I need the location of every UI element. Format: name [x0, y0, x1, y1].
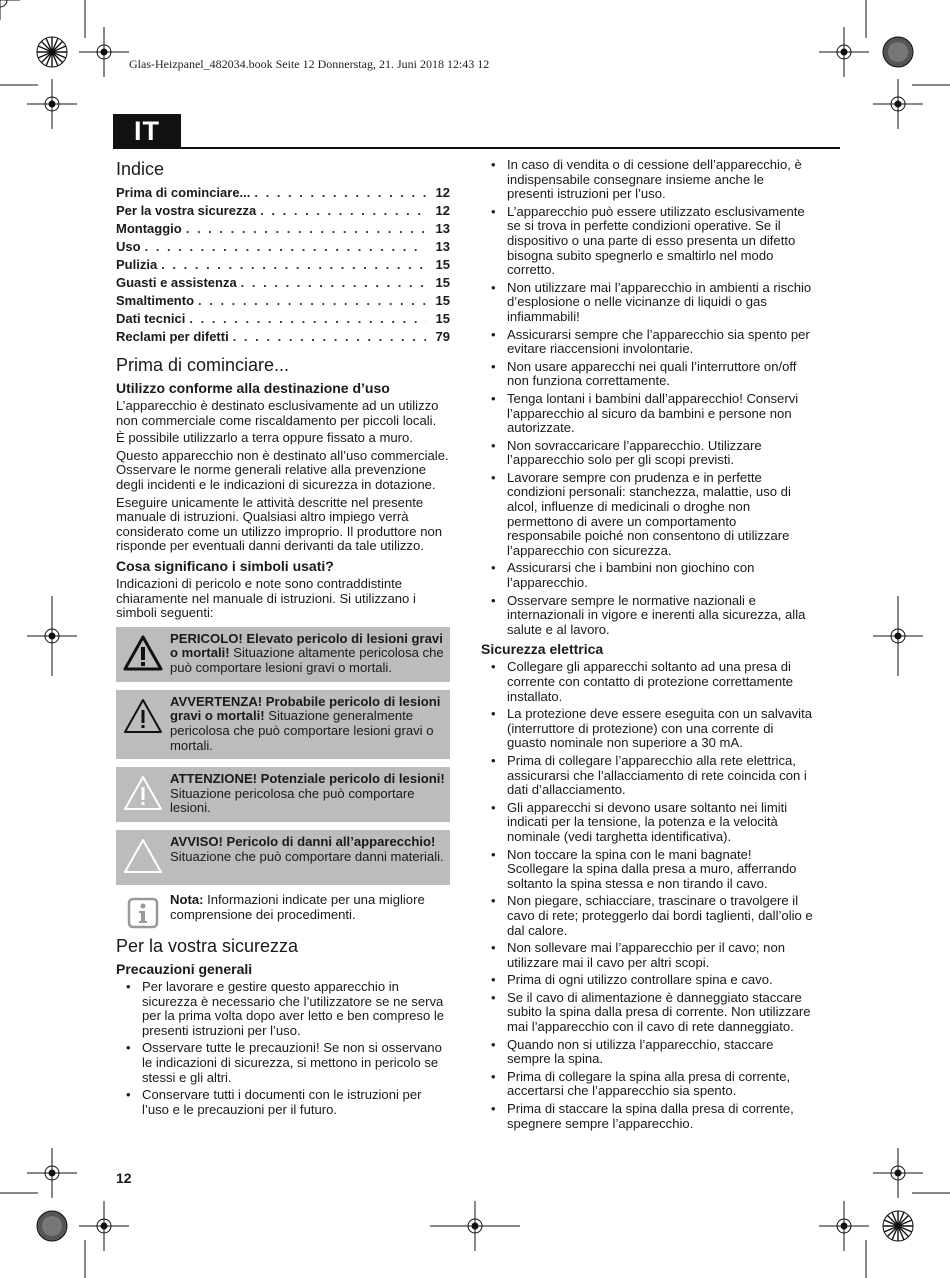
- language-tab: IT: [113, 114, 181, 149]
- note-box: Nota: Informazioni indicate per una migliore comprensione dei procedimenti.: [116, 893, 450, 929]
- list-item: • Conservare tutti i documenti con le istruzioni per l’uso e le precauzioni per il futuro.: [116, 1088, 450, 1117]
- general-precautions-list: [116, 980, 450, 1117]
- toc-row[interactable]: Reclami per difetti . . . 79: [116, 328, 450, 346]
- list-item: • Prima di collegare la spina alla presa di corrente, accertarsi che l’apparecchio sia spento.: [481, 1070, 814, 1099]
- list-item: • Non sovraccaricare l’apparecchio. Utilizzare l’apparecchio solo per gli scopi previsti.: [481, 439, 814, 468]
- paragraph: L’apparecchio è destinato esclusivamente ad un utilizzo non commerciale come riscaldamento per piccoli locali.: [116, 398, 439, 428]
- toc-row[interactable]: Per la vostra sicurezza . . . 12: [116, 202, 450, 220]
- list-item: • Non piegare, schiacciare, trascinare o travolgere il cavo di rete; proteggerlo dai bordi taglienti, dall’olio e dal calore.: [481, 894, 814, 938]
- list-item: • Assicurarsi sempre che l’apparecchio sia spento per evitare riaccensioni involontarie.: [481, 328, 814, 357]
- toc-row[interactable]: Montaggio . . . 13: [116, 220, 450, 238]
- intended-use-heading: Utilizzo conforme alla destinazione d’uso: [116, 380, 390, 396]
- list-item: • Prima di staccare la spina dalla presa di corrente, spegnere sempre l’apparecchio.: [481, 1102, 814, 1131]
- list-item: • In caso di vendita o di cessione dell’apparecchio, è indispensabile consegnare insieme anche le presenti istruzioni per l’uso.: [481, 158, 814, 202]
- safety-list-continued: [481, 158, 814, 637]
- section-title-safety: Per la vostra sicurezza: [116, 936, 299, 957]
- symbols-heading: Cosa significano i simboli usati?: [116, 557, 334, 574]
- paragraph: Questo apparecchio non è destinato all’uso commerciale. Osservare le norme generali relative alla prevenzione degli incidenti e le indicazioni di sicurezza in dotazione.: [116, 447, 449, 492]
- list-item: • Osservare sempre le normative nazionali e internazionali in vigore e inerenti alla sicurezza, alla salute e al lavoro.: [481, 594, 814, 638]
- toc-row[interactable]: Uso . . . 13: [116, 238, 450, 256]
- notice-triangle-icon: [123, 838, 163, 874]
- list-item: • Osservare tutte le precauzioni! Se non si osservano le indicazioni di sicurezza, si mettono in pericolo se stessi e gli altri.: [116, 1041, 450, 1085]
- list-item: • Prima di ogni utilizzo controllare spina e cavo.: [481, 973, 814, 988]
- toc-row[interactable]: Dati tecnici . . . 15: [116, 310, 450, 328]
- toc-row[interactable]: Smaltimento . . . 15: [116, 292, 450, 310]
- paragraph: È possibile utilizzarlo a terra oppure fissato a muro.: [116, 430, 413, 446]
- warning-triangle-icon: [123, 698, 163, 734]
- list-item: • Non sollevare mai l’apparecchio per il cavo; non utilizzare mai il cavo per altri scopi.: [481, 941, 814, 970]
- list-item: • Non toccare la spina con le mani bagnate! Scollegare la spina dalla presa a muro, afferrando soltanto la spina stessa e non tirando il cavo.: [481, 848, 814, 892]
- page-number: 12: [116, 1170, 132, 1186]
- table-of-contents: [116, 184, 450, 346]
- print-slug-line: Glas-Heizpanel_482034.book Seite 12 Donnerstag, 21. Juni 2018 12:43 12: [129, 57, 490, 71]
- paragraph: Eseguire unicamente le attività descritte nel presente manuale di istruzioni. Qualsiasi altro impiego verrà considerato come un utilizzo improprio. Il produttore non risponde per eventuali danni derivanti da tale utilizzo.: [116, 494, 443, 554]
- general-precautions-heading: Precauzioni generali: [116, 961, 253, 978]
- caution-box: ATTENZIONE! Potenziale pericolo di lesioni! Situazione pericolosa che può comportare lesioni.: [116, 767, 450, 822]
- list-item: • Non usare apparecchi nei quali l’interruttore on/off non funziona correttamente.: [481, 360, 814, 389]
- list-item: • Assicurarsi che i bambini non giochino con l’apparecchio.: [481, 561, 814, 590]
- toc-row[interactable]: Guasti e assistenza . . . 15: [116, 274, 450, 292]
- toc-row[interactable]: Pulizia . . . 15: [116, 256, 450, 274]
- warning-box: AVVERTENZA! Probabile pericolo di lesioni gravi o mortali! Situazione generalmente pericolosa che può comportare lesioni gravi o mortali.: [116, 690, 450, 759]
- list-item: • Per lavorare e gestire questo apparecchio in sicurezza è necessario che l’utilizzatore se ne serva per la prima volta dopo aver letto e ben compreso le presenti istruzioni per l’uso.: [116, 980, 450, 1038]
- list-item: • Prima di collegare l’apparecchio alla rete elettrica, assicurarsi che l’allacciamento di rete coincida con i dati d’allacciamento.: [481, 754, 814, 798]
- section-title-before-start: Prima di cominciare...: [116, 355, 290, 375]
- electrical-safety-heading: Sicurezza elettrica: [481, 641, 604, 658]
- list-item: • Se il cavo di alimentazione è danneggiato staccare subito la spina dalla presa di corrente. Non utilizzare mai l’apparecchio con il cavo di rete danneggiato.: [481, 991, 814, 1035]
- header-rule: [113, 147, 840, 149]
- list-item: • Lavorare sempre con prudenza e in perfette condizioni personali: stanchezza, malattie, uso di alcol, influenze di medicinali o droghe non permettono di avere un comportamento responsabile poiché non consentono di utilizzare l’apparecchio con sicurezza.: [481, 471, 814, 559]
- list-item: • Quando non si utilizza l’apparecchio, staccare sempre la spina.: [481, 1038, 814, 1067]
- list-item: • Collegare gli apparecchi soltanto ad una presa di corrente con contatto di protezione correttamente installato.: [481, 660, 814, 704]
- notice-box: AVVISO! Pericolo di danni all’apparecchio! Situazione che può comportare danni materiali.: [116, 830, 450, 885]
- danger-triangle-icon: [123, 635, 163, 671]
- toc-row[interactable]: Prima di cominciare... . . . 12: [116, 184, 450, 202]
- list-item: • Non utilizzare mai l’apparecchio in ambienti a rischio d’esplosione o nelle vicinanze di liquidi o gas infiammabili!: [481, 281, 814, 325]
- left-column: [116, 158, 450, 1120]
- index-title: Indice: [116, 159, 165, 179]
- danger-warning-box: PERICOLO! Elevato pericolo di lesioni gravi o mortali! Situazione altamente pericolosa che può comportare lesioni gravi o mortali.: [116, 627, 450, 682]
- right-column: [481, 158, 814, 1134]
- list-item: • L’apparecchio può essere utilizzato esclusivamente se si trova in perfette condizioni operative. Se il dispositivo o una parte di esso presenta un difetto bisogna subito spegnerlo e smaltirlo nel modo corretto.: [481, 205, 814, 278]
- electrical-safety-list: [481, 660, 814, 1131]
- caution-triangle-icon: [123, 775, 163, 811]
- list-item: • Tenga lontani i bambini dall’apparecchio! Conservi l’apparecchio al sicuro da bambini e persone non autorizzate.: [481, 392, 814, 436]
- paragraph: Indicazioni di pericolo e note sono contraddistinte chiaramente nel manuale di istruzioni. Si utilizzano i simboli seguenti:: [116, 575, 416, 621]
- list-item: • Gli apparecchi si devono usare soltanto nei limiti indicati per la tensione, la potenza e la velocità nominale (vedi targhetta identificativa).: [481, 801, 814, 845]
- list-item: • La protezione deve essere eseguita con un salvavita (interruttore di protezione) con una corrente di guasto nominale non superiore a 30 mA.: [481, 707, 814, 751]
- info-icon: [127, 897, 159, 929]
